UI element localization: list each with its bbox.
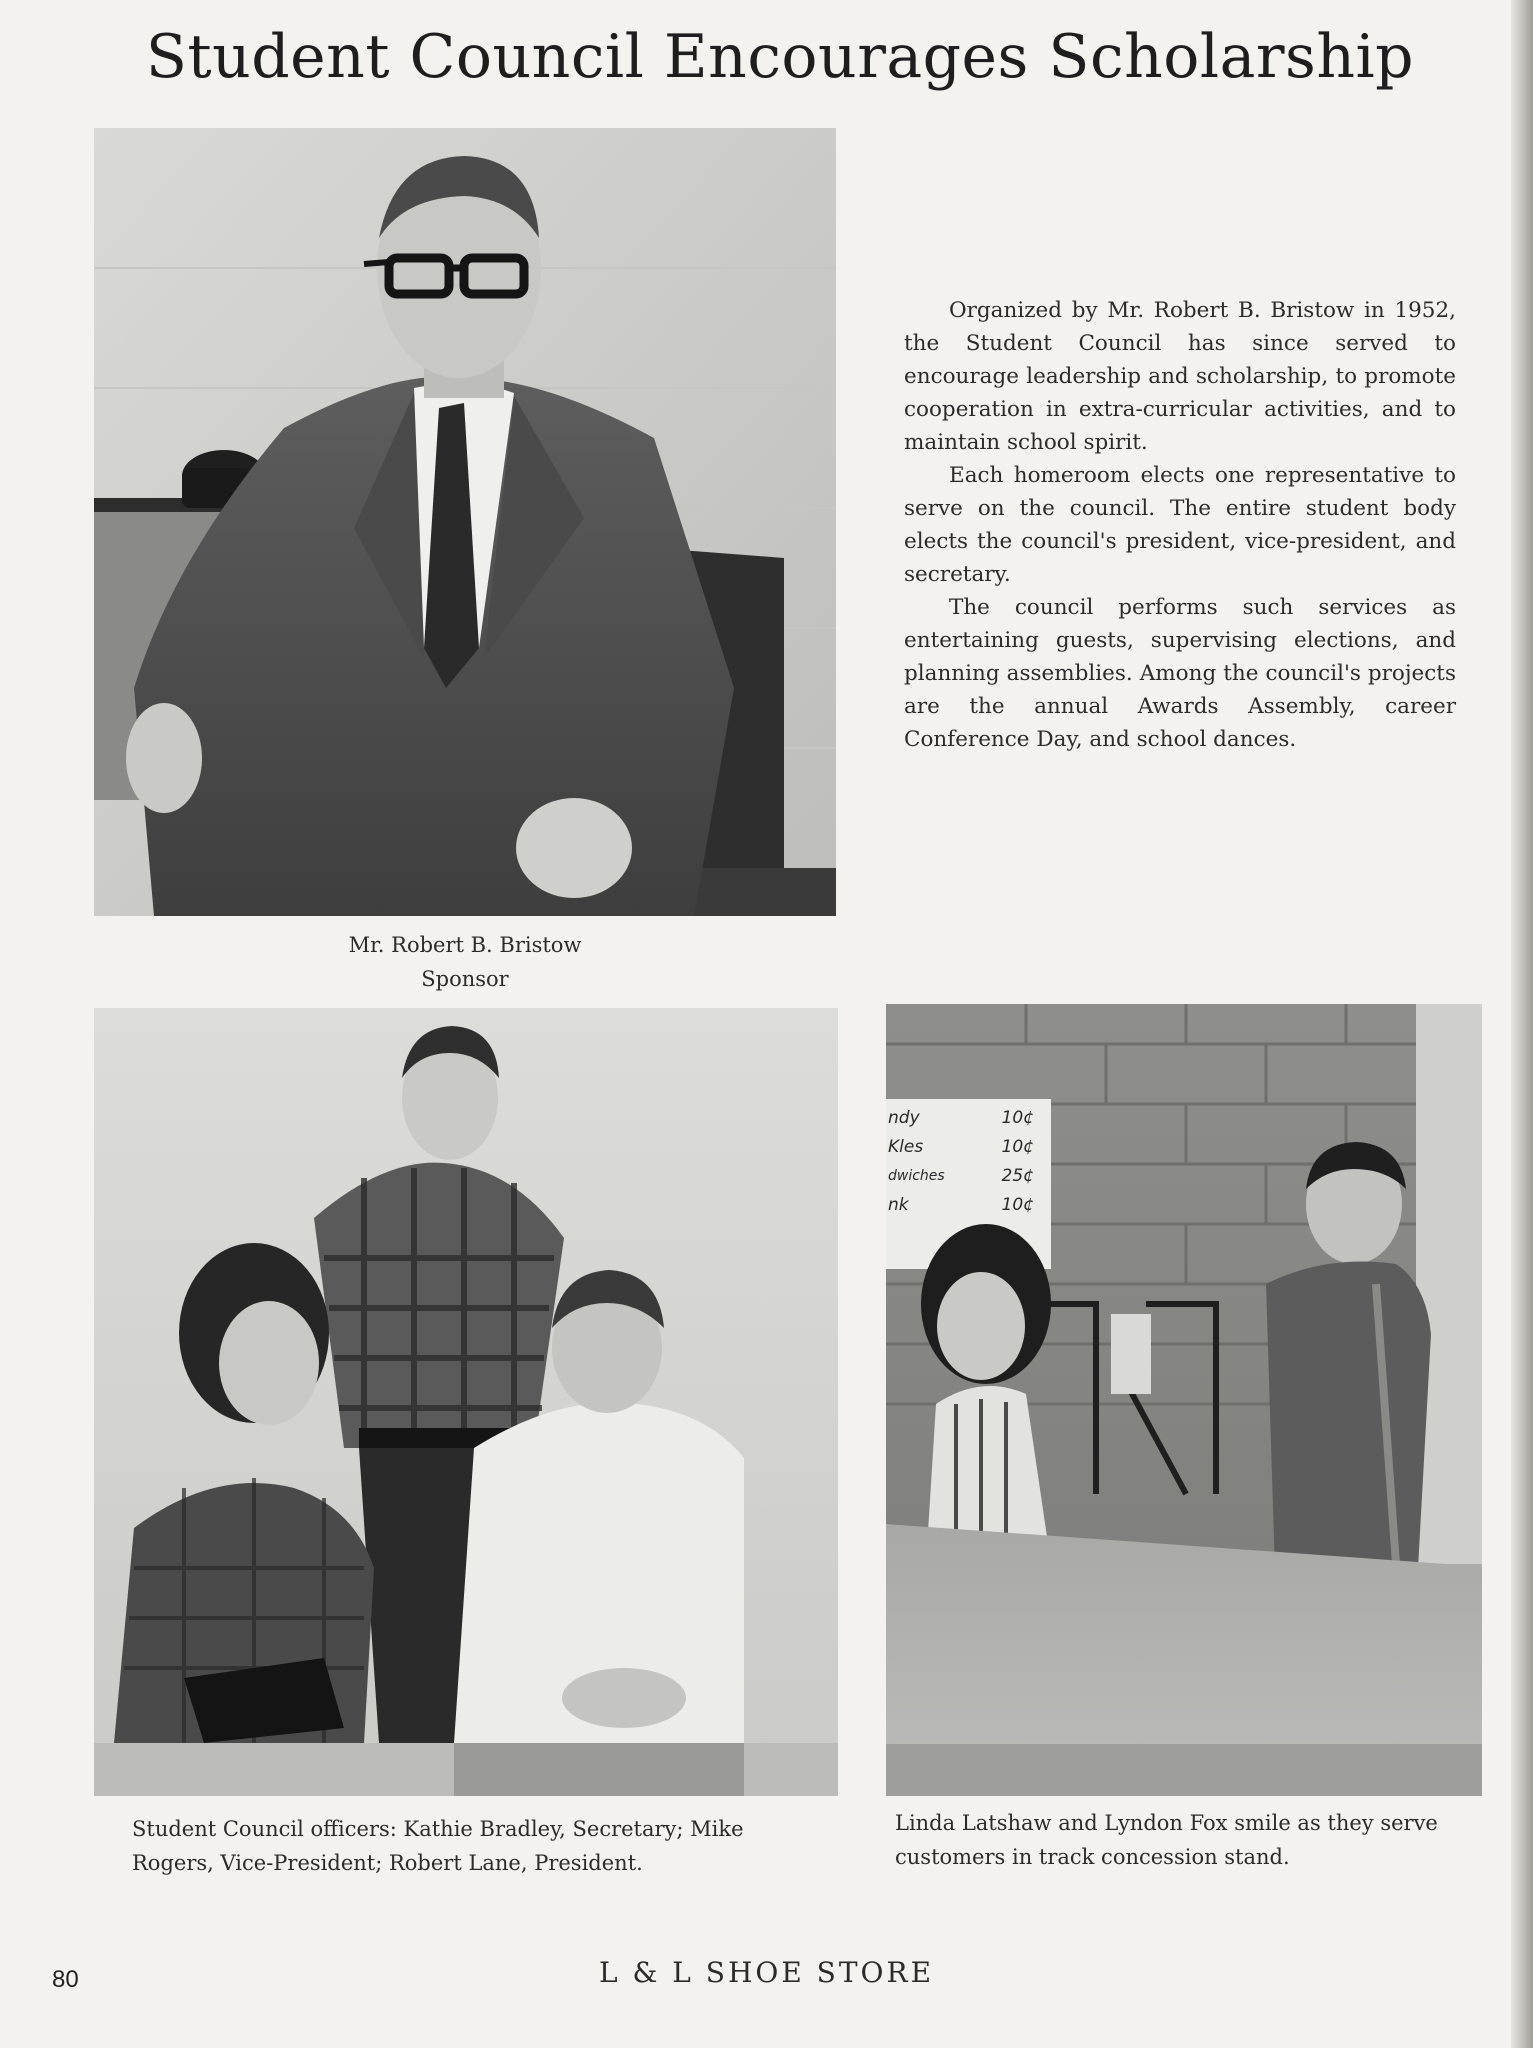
- price-sign-row: [886, 1162, 1046, 1191]
- price-sign-row: [886, 1104, 1046, 1133]
- price-sign-price: 10¢: [1001, 1137, 1034, 1157]
- price-sign: [886, 1104, 1046, 1220]
- price-sign-item: ndy: [888, 1108, 920, 1128]
- body-paragraph: Each homeroom elects one representative to serve on the council. The entire student body elects the council's president, vice-president, and secretary.: [904, 463, 1456, 587]
- price-sign-price: 10¢: [1001, 1108, 1034, 1128]
- sponsor-caption: [220, 928, 710, 996]
- footer-advertiser: L & L SHOE STORE: [598, 1956, 935, 1989]
- article-body: [904, 294, 1456, 756]
- price-sign-item: dwiches: [888, 1168, 945, 1184]
- page-title: Student Council Encourages Scholarship: [145, 22, 1415, 92]
- concession-caption: Linda Latshaw and Lyndon Fox smile as they serve customers in track concession stand.: [895, 1811, 1438, 1869]
- page-number: 80: [52, 1966, 79, 1993]
- body-paragraph: The council performs such services as entertaining guests, supervising elections, and planning assemblies. Among the council's projects are the annual Awards Assembly, career Conference Day, and school dances.: [904, 595, 1456, 752]
- officers-caption: Student Council officers: Kathie Bradley, Secretary; Mike Rogers, Vice-President; Robert Lane, President.: [132, 1817, 744, 1875]
- price-sign-row: [886, 1191, 1046, 1220]
- price-sign-price: 25¢: [1001, 1166, 1034, 1186]
- sponsor-role: Sponsor: [421, 967, 509, 991]
- sponsor-photo: [94, 128, 836, 916]
- price-sign-item: nk: [888, 1195, 909, 1215]
- concession-photo: [886, 1004, 1482, 1796]
- body-paragraph: Organized by Mr. Robert B. Bristow in 1952, the Student Council has since served to encourage leadership and scholarship, to promote cooperation in extra-curricular activities, and to maintain school spirit.: [904, 298, 1456, 455]
- page-edge: [1511, 0, 1533, 2048]
- price-sign-item: Kles: [888, 1137, 924, 1157]
- price-sign-row: [886, 1133, 1046, 1162]
- price-sign-price: 10¢: [1001, 1195, 1034, 1215]
- sponsor-name: Mr. Robert B. Bristow: [348, 933, 582, 957]
- officers-photo: [94, 1008, 838, 1796]
